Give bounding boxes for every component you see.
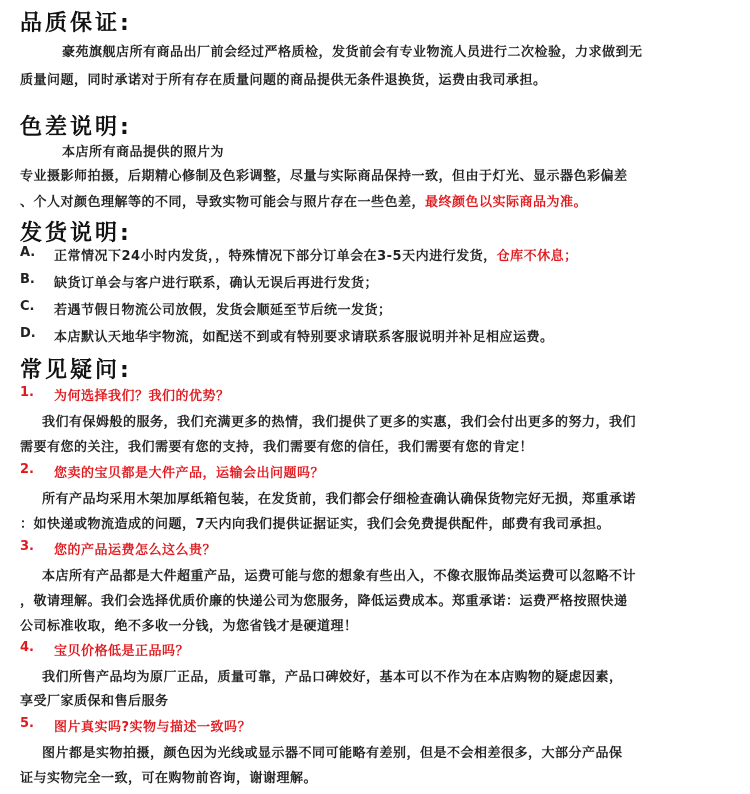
color-diff-line-3 [20, 191, 587, 210]
faq-number: 4. [20, 640, 34, 655]
faq-answer-3-line-1: 本店所有产品都是大件超重产品，运费可能与您的想象有些出入，不像衣服饰品类运费可以忽略不计 [42, 569, 637, 584]
shipping-item-a [54, 245, 578, 264]
color-diff-heading: 色差说明: [20, 115, 132, 140]
faq-answer-4-line-1: 我们所售产品均为原厂正品，质量可靠，产品口碑姣好，基本可以不作为在本店购物的疑虑因素， [42, 670, 623, 685]
faq-question-1: 为何选择我们？我们的优势？ [54, 389, 230, 404]
shipping-heading: 发货说明: [20, 221, 132, 246]
quality-line-2: 质量问题，同时承诺对于所有存在质量问题的商品提供无条件退换货，运费由我司承担。 [20, 73, 547, 88]
faq-answer-1-line-2: 需要有您的关注，我们需要有您的支持，我们需要有您的信任，我们需要有您的肯定！ [20, 440, 534, 455]
faq-answer-1-line-1: 我们有保姆般的服务，我们充满更多的热情，我们提供了更多的实惠，我们会付出更多的努力，我们 [42, 415, 637, 430]
faq-answer-5-line-1: 图片都是实物拍摄，颜色因为光线或显示器不同可能略有差别，但是不会相差很多，大部分产品保 [42, 746, 623, 761]
faq-number: 5. [20, 716, 34, 731]
color-diff-line-3-text: 、个人对颜色理解等的不同，导致实物可能会与照片存在一些色差， [20, 195, 426, 210]
shipping-item-label: C. [20, 299, 35, 314]
shipping-item-label: D. [20, 326, 36, 341]
faq-answer-2-line-1: 所有产品均采用木架加厚纸箱包装，在发货前，我们都会仔细检查确认确保货物完好无损，郑重承诺 [42, 492, 637, 507]
faq-question-2: 您卖的宝贝都是大件产品，运输会出问题吗？ [54, 466, 325, 481]
shipping-item-c: 若遇节假日物流公司放假，发货会顺延至节后统一发货； [54, 303, 392, 318]
faq-answer-4-line-2: 享受厂家质保和售后服务 [20, 694, 169, 709]
faq-question-4: 宝贝价格低是正品吗？ [54, 644, 190, 659]
faq-number: 3. [20, 539, 34, 554]
shipping-item-b: 缺货订单会与客户进行联系，确认无误后再进行发货； [54, 276, 379, 291]
faq-answer-5-line-2: 证与实物完全一致，可在购物前咨询，谢谢理解。 [20, 771, 318, 786]
color-diff-line-1: 本店所有商品提供的照片为 [62, 145, 225, 160]
faq-answer-3-line-3: 公司标准收取，绝不多收一分钱，为您省钱才是硬道理！ [20, 619, 358, 634]
faq-heading: 常见疑问: [20, 358, 132, 383]
faq-answer-2-line-2: ：如快递或物流造成的问题，7天内向我们提供证据证实，我们会免费提供配件，邮费有我司承担。 [20, 517, 611, 532]
faq-question-3: 您的产品运费怎么这么贵？ [54, 543, 217, 558]
shipping-item-d: 本店默认天地华宇物流，如配送不到或有特别要求请联系客服说明并补足相应运费。 [54, 330, 554, 345]
faq-number: 2. [20, 462, 34, 477]
quality-heading: 品质保证: [20, 11, 132, 36]
faq-answer-3-line-2: ，敬请理解。我们会选择优质价廉的快递公司为您服务，降低运费成本。郑重承诺：运费严格按照快递 [20, 594, 628, 609]
quality-line-1: 豪苑旗舰店所有商品出厂前会经过严格质检，发货前会有专业物流人员进行二次检验，力求做到无 [62, 45, 643, 60]
faq-question-5: 图片真实吗?实物与描述一致吗？ [54, 720, 252, 735]
color-diff-highlight: 最终颜色以实际商品为准。 [425, 195, 588, 210]
shipping-item-text: 正常情况下24小时内发货，，特殊情况下部分订单会在3-5天内进行发货， [54, 249, 497, 264]
color-diff-line-2: 专业摄影师拍摄，后期精心修制及色彩调整，尽量与实际商品保持一致，但由于灯光、显示器色彩偏差 [20, 169, 628, 184]
shipping-item-highlight: 仓库不休息； [496, 249, 578, 264]
faq-number: 1. [20, 385, 34, 400]
shipping-item-label: A. [20, 245, 36, 260]
shipping-item-label: B. [20, 272, 35, 287]
